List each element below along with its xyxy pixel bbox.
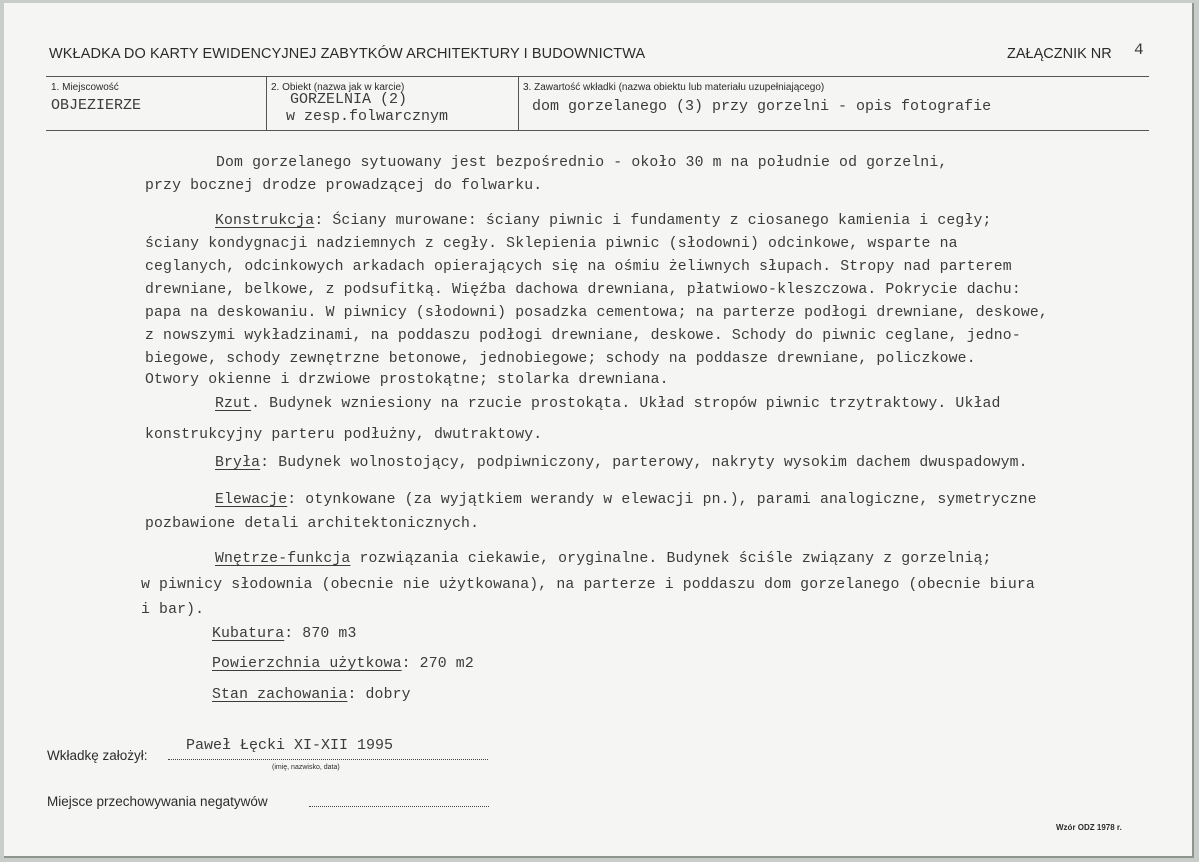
table-divider-2 xyxy=(518,76,519,130)
author-value: Paweł Łęcki XI-XII 1995 xyxy=(186,737,394,754)
negatives-line xyxy=(309,806,489,807)
annex-label: ZAŁĄCZNIK NR xyxy=(1007,46,1112,62)
kubatura-line: Kubatura: 870 m3 xyxy=(212,626,357,642)
table-divider-1 xyxy=(266,76,267,130)
bryla-heading: Bryła xyxy=(215,455,261,471)
author-label: Wkładkę założył: xyxy=(47,748,148,763)
elewacje-line-1: Elewacje: otynkowane (za wyjątkiem werandy w elewacji pn.), parami analogiczne, symetryczne xyxy=(215,492,1037,508)
konstrukcja-line-7: biegowe, schody zewnętrzne betonowe, jednobiegowe; schody na poddasze drewniane, policzkowe. xyxy=(145,351,976,367)
form-code: Wzór ODZ 1978 r. xyxy=(1056,823,1122,832)
object-value-2: w zesp.folwarcznym xyxy=(286,108,449,125)
konstrukcja-line-1: Konstrukcja: Ściany murowane: ściany piwnic i fundamenty z ciosanego kamienia i cegły; xyxy=(215,213,992,229)
inventory-card xyxy=(4,3,1194,858)
locality-value: OBJEZIERZE xyxy=(51,97,142,114)
table-top-rule xyxy=(46,76,1149,77)
rzut-line-2: konstrukcyjny parteru podłużny, dwutraktowy. xyxy=(145,427,543,443)
wnetrze-line-3: i bar). xyxy=(141,602,205,618)
konstrukcja-line-5: papa na deskowaniu. W piwnicy (słodowni) posadzka cementowa; na parterze podłogi drewniane, deskowe, xyxy=(145,305,1048,321)
content-label: 3. Zawartość wkładki (nazwa obiektu lub materiału uzupełniającego) xyxy=(523,82,825,93)
object-label: 2. Obiekt (nazwa jak w karcie) xyxy=(271,82,405,93)
wnetrze-line-2: w piwnicy słodownia (obecnie nie użytkowana), na parterze i poddaszu dom gorzelanego (obecnie biura xyxy=(141,577,1035,593)
konstrukcja-line-2: ściany kondygnacji nadziemnych z cegły. Sklepienia piwnic (słodowni) odcinkowe, wsparte na xyxy=(145,236,958,252)
konstrukcja-line-4: drewniane, belkowe, z podsufitką. Więźba dachowa drewniana, płatwiowo-kleszczowa. Pokrycie dachu: xyxy=(145,282,1021,298)
content-value: dom gorzelanego (3) przy gorzelni - opis fotografie xyxy=(532,98,992,115)
author-hint: (imię, nazwisko, data) xyxy=(272,764,340,771)
wnetrze-heading: Wnętrze-funkcja xyxy=(215,551,351,567)
intro-line-2: przy bocznej drodze prowadzącej do folwarku. xyxy=(145,178,543,194)
annex-number: 4 xyxy=(1134,41,1144,59)
konstrukcja-heading: Konstrukcja xyxy=(215,213,315,229)
locality-label: 1. Miejscowość xyxy=(51,82,119,93)
konstrukcja-line-6: z nowszymi wykładzinami, na poddaszu podłogi drewniane, deskowe. Schody do piwnic ceglane, jedno- xyxy=(145,328,1021,344)
konstrukcja-line-8: Otwory okienne i drzwiowe prostokątne; stolarka drewniana. xyxy=(145,372,669,388)
card-title: WKŁADKA DO KARTY EWIDENCYJNEJ ZABYTKÓW ARCHITEKTURY I BUDOWNICTWA xyxy=(49,46,646,62)
negatives-label: Miejsce przechowywania negatywów xyxy=(47,794,268,809)
author-line xyxy=(168,759,488,760)
stan-heading: Stan zachowania xyxy=(212,687,348,703)
intro-line-1: Dom gorzelanego sytuowany jest bezpośrednio - około 30 m na południe od gorzelni, xyxy=(216,155,948,171)
powierzchnia-line: Powierzchnia użytkowa: 270 m2 xyxy=(212,656,474,672)
wnetrze-line-1: Wnętrze-funkcja rozwiązania ciekawie, oryginalne. Budynek ściśle związany z gorzelnią; xyxy=(215,551,992,567)
kubatura-heading: Kubatura xyxy=(212,626,285,642)
bryla-line-1: Bryła: Budynek wolnostojący, podpiwniczony, parterowy, nakryty wysokim dachem dwuspadowym. xyxy=(215,455,1028,471)
powierzchnia-heading: Powierzchnia użytkowa xyxy=(212,656,402,672)
object-value-1: GORZELNIA (2) xyxy=(290,91,408,108)
konstrukcja-line-3: ceglanych, odcinkowych arkadach opierających się na ośmiu żeliwnych słupach. Stropy nad parterem xyxy=(145,259,1012,275)
stan-line: Stan zachowania: dobry xyxy=(212,687,411,703)
rzut-heading: Rzut xyxy=(215,396,252,412)
table-bottom-rule xyxy=(46,130,1149,131)
elewacje-line-2: pozbawione detali architektonicznych. xyxy=(145,516,480,532)
elewacje-heading: Elewacje xyxy=(215,492,288,508)
rzut-line-1: Rzut. Budynek wzniesiony na rzucie prostokąta. Układ stropów piwnic trzytraktowy. Układ xyxy=(215,396,1001,412)
